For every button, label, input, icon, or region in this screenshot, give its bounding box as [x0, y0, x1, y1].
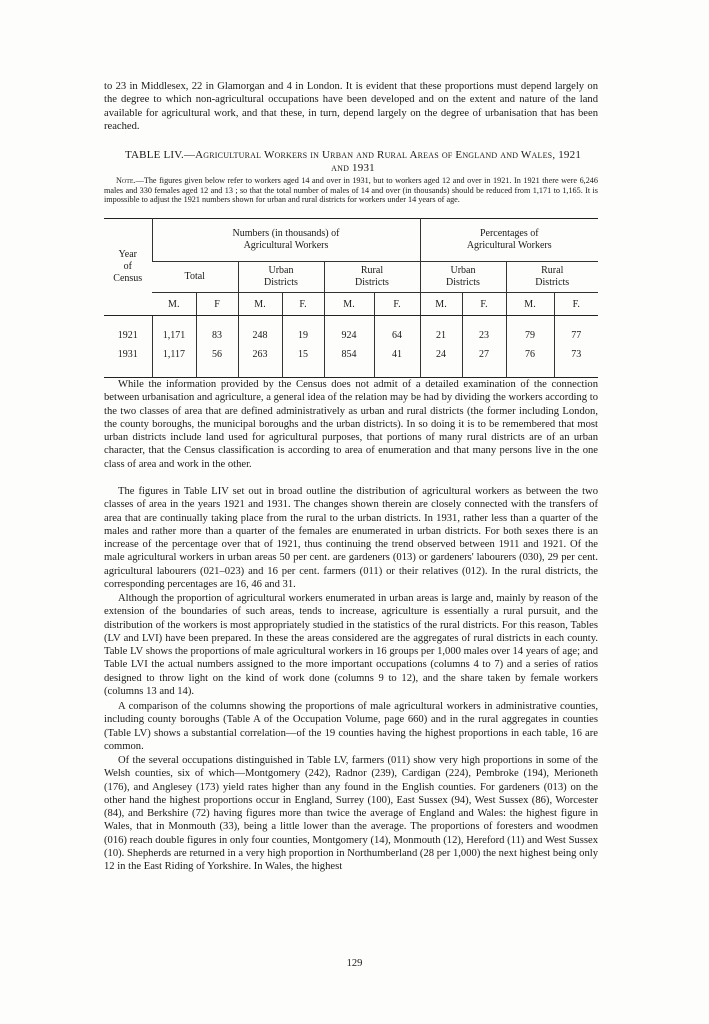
table-cell: 21: [420, 324, 462, 346]
page-number: 129: [346, 958, 363, 969]
column-header: F.: [462, 293, 506, 316]
table-cell: 1921: [117, 329, 138, 341]
year-of-census-header: [104, 219, 152, 316]
table-cell: 64: [374, 324, 420, 346]
percent-header-line: Percentages of: [479, 228, 539, 239]
column-header: M.: [324, 293, 374, 316]
column-header: F.: [282, 293, 324, 316]
table-caption: [118, 149, 588, 175]
table-cell: 248: [238, 324, 282, 346]
body-paragraph: Although the proportion of agricultural workers enumerated in urban areas is large and, mainly by reason of the extension of the boundaries of such areas, tends to increase, agriculture is essentially a rural pursuit, and the distribution of the workers is most appropriately studied in the statistics of the rural districts. For this reason, Tables (LV and LVI) have been prepared. In these the areas considered are the aggregates of rural districts in each county. Table LV shows the proportions of male agricultural workers in 16 groups per 1,000 males over 14 years of age; and Table LVI the actual numbers assigned to the more important occupations (columns 4 to 7) and a series of ratios designed to throw light on the kind of work done (columns 9 to 12), and the share taken by female workers (columns 13 and 14).: [104, 593, 598, 698]
table-cell: 1,171: [152, 324, 196, 346]
column-header: M.: [152, 293, 196, 316]
body-paragraph: A comparison of the columns showing the proportions of male agricultural workers in administrative counties, including county boroughs (Table A of the Occupation Volume, page 660) and in the rural aggregates in counties (Table LV) shows a substantial correlation—of the 19 counties having the highest proportions in each table, 16 are common.: [104, 701, 598, 752]
table-cell: 1931: [117, 349, 138, 360]
table-cell: 1,117: [152, 346, 196, 378]
column-header: M.: [238, 293, 282, 316]
year-header-line: Census: [113, 273, 143, 284]
percentages-group-header: [420, 219, 598, 262]
rural-header-line: Districts: [355, 277, 389, 288]
column-header: F.: [554, 293, 598, 316]
table-cell: 41: [374, 346, 420, 378]
year-header-line: of: [123, 261, 132, 272]
table-row: [104, 346, 598, 378]
table-row: [104, 324, 598, 346]
urban-districts-header: [238, 262, 324, 293]
column-header: M.: [420, 293, 462, 316]
table-cell: 27: [462, 346, 506, 378]
column-header: F: [196, 293, 238, 316]
urban-pct-header-line: Urban: [450, 265, 476, 276]
numbers-header-line: Numbers (in thousands) of: [232, 228, 340, 239]
table-cell: 19: [282, 324, 324, 346]
rural-header-line: Rural: [360, 265, 384, 276]
table-cell: 854: [324, 346, 374, 378]
intro-paragraph: to 23 in Middlesex, 22 in Glamorgan and 4 in London. It is evident that these proportions must depend largely on the degree to which non-agricultural occupations have been developed and on the extent and nature of the land available for agricultural work, and that these, in turn, depend largely on the degree of urbanisation that has been reached.: [104, 81, 598, 132]
urban-pct-header-line: Districts: [446, 277, 480, 288]
numbers-header-line: Agricultural Workers: [243, 240, 329, 251]
table-cell: 15: [282, 346, 324, 378]
body-paragraph: While the information provided by the Census does not admit of a detailed examination of the connection between urbanisation and agriculture, a general idea of the relation may be had by dividing the workers according to the two classes of area that are defined administratively as urban and rural districts (the former including London, the county boroughs, the municipal boroughs and the urban districts). In so doing it is to be remembered that most urban districts include land used for agricultural purposes, that portions of many rural districts are of an urban character, that the Census classification is according to area of enumeration and that many persons live in the one class of area and work in the other.: [104, 379, 598, 470]
table-cell: 56: [196, 346, 238, 378]
table-note-text: —The figures given below refer to workers aged 14 and over in 1931, but to workers aged 12 and over in 1921. In 1921 there were 6,246 males and 330 females aged 12 and 13 ; so that the total number of males of 14 and over (in thousands) should be reduced from 1,171 to 1,165. It is impossible to adjust the 1921 numbers shown for urban and rural districts for workers under 14 years of age.: [104, 176, 598, 205]
body-paragraph: The figures in Table LIV set out in broad outline the distribution of agricultural workers as between the two classes of area in the years 1921 and 1931. The changes shown therein are closely connected with the transfers of area that are continually taking place from the rural to the urban districts. In 1931, rather less than a quarter of the males and rather more than a quarter of the females are enumerated in urban districts. For both sexes there is an increase of the percentage over that of 1921, thus continuing the trend observed between 1911 and 1921. Of the male agricultural workers in urban areas 50 per cent. are gardeners (013) or gardeners' labourers (030), 29 per cent. agricultural labourers (021–023) and 16 per cent. farmers (011) or their relatives (012). In the rural districts, the corresponding percentages are 16, 46 and 31.: [104, 486, 598, 591]
column-header: M.: [506, 293, 554, 316]
table-cell: 77: [554, 324, 598, 346]
table-caption-title: —Agricultural Workers in Urban and Rural Areas of England and Wales, 1921 and 1931: [183, 149, 582, 174]
rural-districts-pct-header: [506, 262, 598, 293]
urban-header-line: Districts: [264, 277, 298, 288]
table-cell: 263: [238, 346, 282, 378]
table-note-label: Note.: [116, 176, 136, 185]
table-cell: 23: [462, 324, 506, 346]
year-header-line: Year: [118, 249, 137, 260]
rural-pct-header-line: Rural: [541, 265, 564, 276]
total-header: Total: [152, 262, 238, 293]
table-cell: 76: [506, 346, 554, 378]
column-header: F.: [374, 293, 420, 316]
urban-districts-pct-header: [420, 262, 506, 293]
table-cell: 79: [506, 324, 554, 346]
agricultural-workers-table: [104, 218, 598, 378]
table-cell: 83: [196, 324, 238, 346]
urban-header-line: Urban: [268, 265, 294, 276]
table-cell: 24: [420, 346, 462, 378]
table-note: [104, 176, 598, 205]
percent-header-line: Agricultural Workers: [466, 240, 552, 251]
rural-districts-header: [324, 262, 420, 293]
table-caption-label: TABLE LIV.: [124, 149, 184, 161]
table-cell: 924: [324, 324, 374, 346]
numbers-group-header: [152, 219, 420, 262]
rural-pct-header-line: Districts: [535, 277, 570, 288]
body-paragraph: Of the several occupations distinguished in Table LV, farmers (011) show very high proportions in some of the Welsh counties, six of which—Montgomery (242), Radnor (239), Cardigan (224), Pembroke (194), Merioneth (176), and Anglesey (173) yield rates higher than any found in the English counties. For gardeners (013) on the other hand the highest proportions occur in England, Surrey (100), East Sussex (94), West Sussex (86), Worcester (84), and Berkshire (72) having figures more than twice the average of England and Wales: the highest figure in Wales, that in Monmouth (33), being a little lower than the average. The proportions of foresters and woodmen (016) reach double figures in only four counties, Montgomery (14), Monmouth (12), Hereford (11) and West Sussex (10). Shepherds are returned in a very high proportion in Northumberland (28 per 1,000) the next highest being only 12 in the East Riding of Yorkshire. In Wales, the highest: [104, 755, 598, 873]
table-cell: 73: [554, 346, 598, 378]
